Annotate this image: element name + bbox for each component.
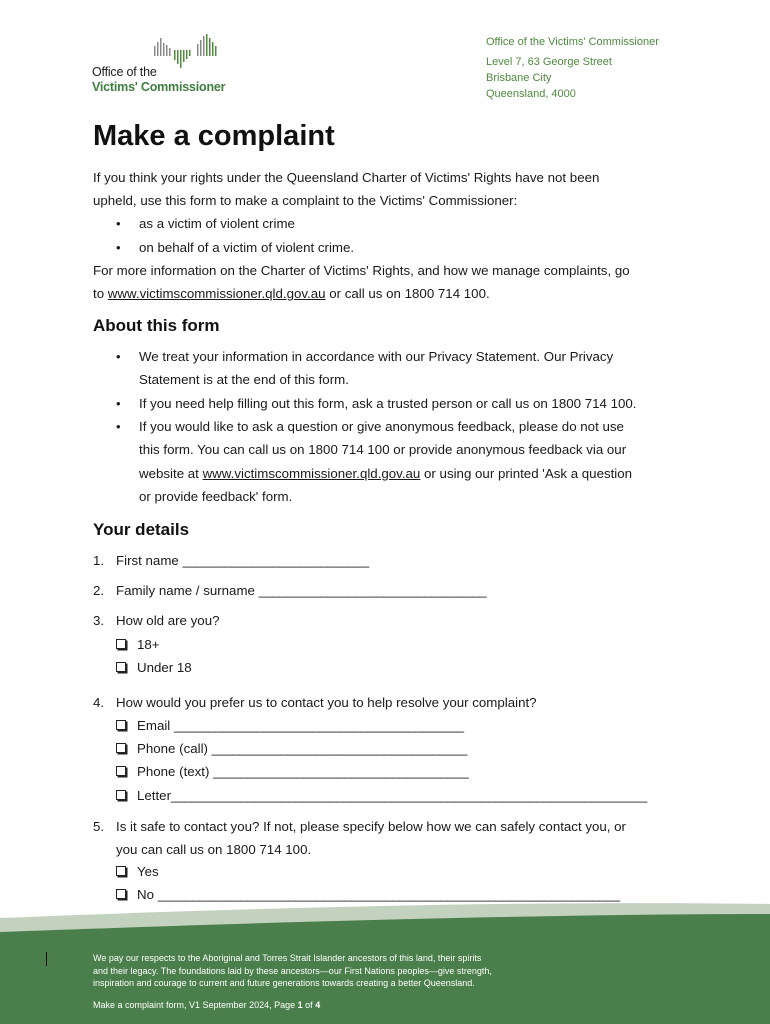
question-number: 3. bbox=[93, 613, 105, 628]
intro-paragraph bbox=[93, 166, 693, 213]
address-line: Queensland, 4000 bbox=[486, 88, 576, 100]
acknowledgement-line: and their legacy. The foundations laid by these ancestors—our First Nations peoples—give strength, bbox=[93, 965, 492, 976]
checkbox[interactable] bbox=[116, 889, 126, 899]
page-title: Make a complaint bbox=[93, 120, 335, 152]
option-phone-call[interactable] bbox=[116, 737, 467, 760]
footer-marker bbox=[46, 952, 47, 966]
info-paragraph bbox=[93, 259, 693, 306]
page-current: 1 bbox=[297, 1000, 303, 1010]
option-label: Letter bbox=[137, 788, 172, 803]
option-yes[interactable] bbox=[116, 860, 159, 883]
question-label: First name bbox=[116, 553, 179, 568]
about-line: this form. You can call us on 1800 714 100 or provide anonymous feedback via our bbox=[139, 442, 627, 458]
option-label: Phone (text) bbox=[137, 764, 210, 779]
about-line: or provide feedback' form. bbox=[139, 488, 293, 504]
first-name-field[interactable]: ___________________________ bbox=[182, 553, 369, 568]
intro-line: If you think your rights under the Queensland Charter of Victims' Rights have not been bbox=[93, 170, 600, 185]
checkbox[interactable] bbox=[116, 720, 126, 730]
logo bbox=[92, 32, 242, 96]
phone-text-field[interactable]: _____________________________________ bbox=[213, 764, 469, 779]
option-email[interactable] bbox=[116, 714, 464, 737]
details-heading: Your details bbox=[93, 520, 190, 539]
letter-field[interactable]: _____________________________________________________________________ bbox=[171, 788, 647, 803]
logo-text-line2: Victims' Commissioner bbox=[92, 80, 226, 94]
question-number: 1. bbox=[93, 553, 105, 568]
info-suffix: or call us on 1800 714 100. bbox=[329, 286, 490, 302]
email-field[interactable]: __________________________________________ bbox=[173, 718, 464, 733]
website-link[interactable]: www.victimscommissioner.qld.gov.au bbox=[202, 465, 421, 481]
question-label: Family name / surname bbox=[116, 583, 255, 598]
question-age bbox=[93, 609, 219, 632]
page-of: of bbox=[305, 1000, 313, 1010]
option-label: Phone (call) bbox=[137, 741, 208, 756]
question-number: 2. bbox=[93, 583, 105, 598]
checkbox[interactable] bbox=[116, 743, 126, 753]
info-prefix: to bbox=[93, 286, 105, 302]
website-link[interactable]: www.victimscommissioner.qld.gov.au bbox=[107, 286, 326, 302]
about-bullet-help: • If you need help filling out this form, ask a trusted person or call us on 1800 714 100. bbox=[139, 392, 699, 415]
option-phone-text[interactable] bbox=[116, 760, 468, 783]
acknowledgement-text bbox=[93, 952, 593, 990]
page-total: 4 bbox=[315, 1000, 321, 1010]
office-name: Office of the Victims' Commissioner bbox=[486, 36, 659, 48]
checkbox[interactable] bbox=[116, 639, 126, 649]
question-label: How old are you? bbox=[116, 613, 220, 628]
question-safe-contact bbox=[93, 815, 626, 861]
option-label: 18+ bbox=[137, 637, 160, 652]
option-18-plus[interactable] bbox=[116, 633, 160, 656]
question-label: How would you prefer us to contact you to help resolve your complaint? bbox=[116, 695, 537, 710]
checkbox[interactable] bbox=[116, 790, 126, 800]
question-family-name bbox=[93, 579, 486, 602]
about-line-prefix: website at bbox=[139, 465, 199, 481]
office-address-block bbox=[486, 34, 659, 102]
about-line: We treat your information in accordance with our Privacy Statement. Our Privacy bbox=[139, 349, 614, 364]
question-contact-preference bbox=[93, 691, 537, 714]
question-number: 5. bbox=[93, 819, 105, 834]
question-first-name bbox=[93, 549, 369, 572]
option-letter[interactable] bbox=[116, 784, 647, 807]
option-label: Under 18 bbox=[137, 660, 192, 675]
checkbox[interactable] bbox=[116, 662, 126, 672]
about-line-suffix: or using our printed 'Ask a question bbox=[424, 465, 633, 481]
checkbox[interactable] bbox=[116, 766, 126, 776]
question-label: you can call us on 1800 714 100. bbox=[116, 842, 312, 857]
phone-call-field[interactable]: _____________________________________ bbox=[211, 741, 467, 756]
about-bullet-feedback bbox=[139, 415, 699, 508]
option-label: Yes bbox=[137, 864, 159, 879]
intro-bullet: • on behalf of a victim of violent crime. bbox=[139, 236, 699, 259]
logo-graphic bbox=[152, 34, 232, 70]
about-heading: About this form bbox=[93, 316, 220, 335]
about-line: If you would like to ask a question or give anonymous feedback, please do not use bbox=[139, 419, 624, 434]
info-line: For more information on the Charter of Victims' Rights, and how we manage complaints, go bbox=[93, 263, 630, 278]
page-info-prefix: Make a complaint form, V1 September 2024, Page bbox=[93, 1000, 296, 1010]
acknowledgement-line: inspiration and courage to current and future generations towards creating a better Queensland. bbox=[93, 978, 475, 988]
logo-text-line1: Office of the bbox=[92, 65, 157, 79]
intro-bullet: • as a victim of violent crime bbox=[139, 212, 699, 235]
family-name-field[interactable]: _________________________________ bbox=[258, 583, 487, 598]
option-under-18[interactable] bbox=[116, 656, 192, 679]
acknowledgement-line: We pay our respects to the Aboriginal and Torres Strait Islander ancestors of this land, their spirits bbox=[93, 953, 482, 963]
question-number: 4. bbox=[93, 695, 105, 710]
question-label: Is it safe to contact you? If not, please specify below how we can safely contact you, or bbox=[116, 819, 626, 834]
safe-contact-details-field[interactable]: ___________________________________________________________________ bbox=[157, 887, 620, 902]
address-line: Level 7, 63 George Street bbox=[486, 56, 612, 68]
option-label: Email bbox=[137, 718, 171, 733]
about-line: Statement is at the end of this form. bbox=[139, 372, 349, 388]
option-label: No bbox=[137, 887, 154, 902]
intro-line: upheld, use this form to make a complaint to the Victims' Commissioner: bbox=[93, 193, 518, 209]
page-info bbox=[93, 1000, 320, 1010]
address-line: Brisbane City bbox=[486, 72, 552, 84]
checkbox[interactable] bbox=[116, 866, 126, 876]
about-bullet-privacy bbox=[139, 345, 699, 392]
